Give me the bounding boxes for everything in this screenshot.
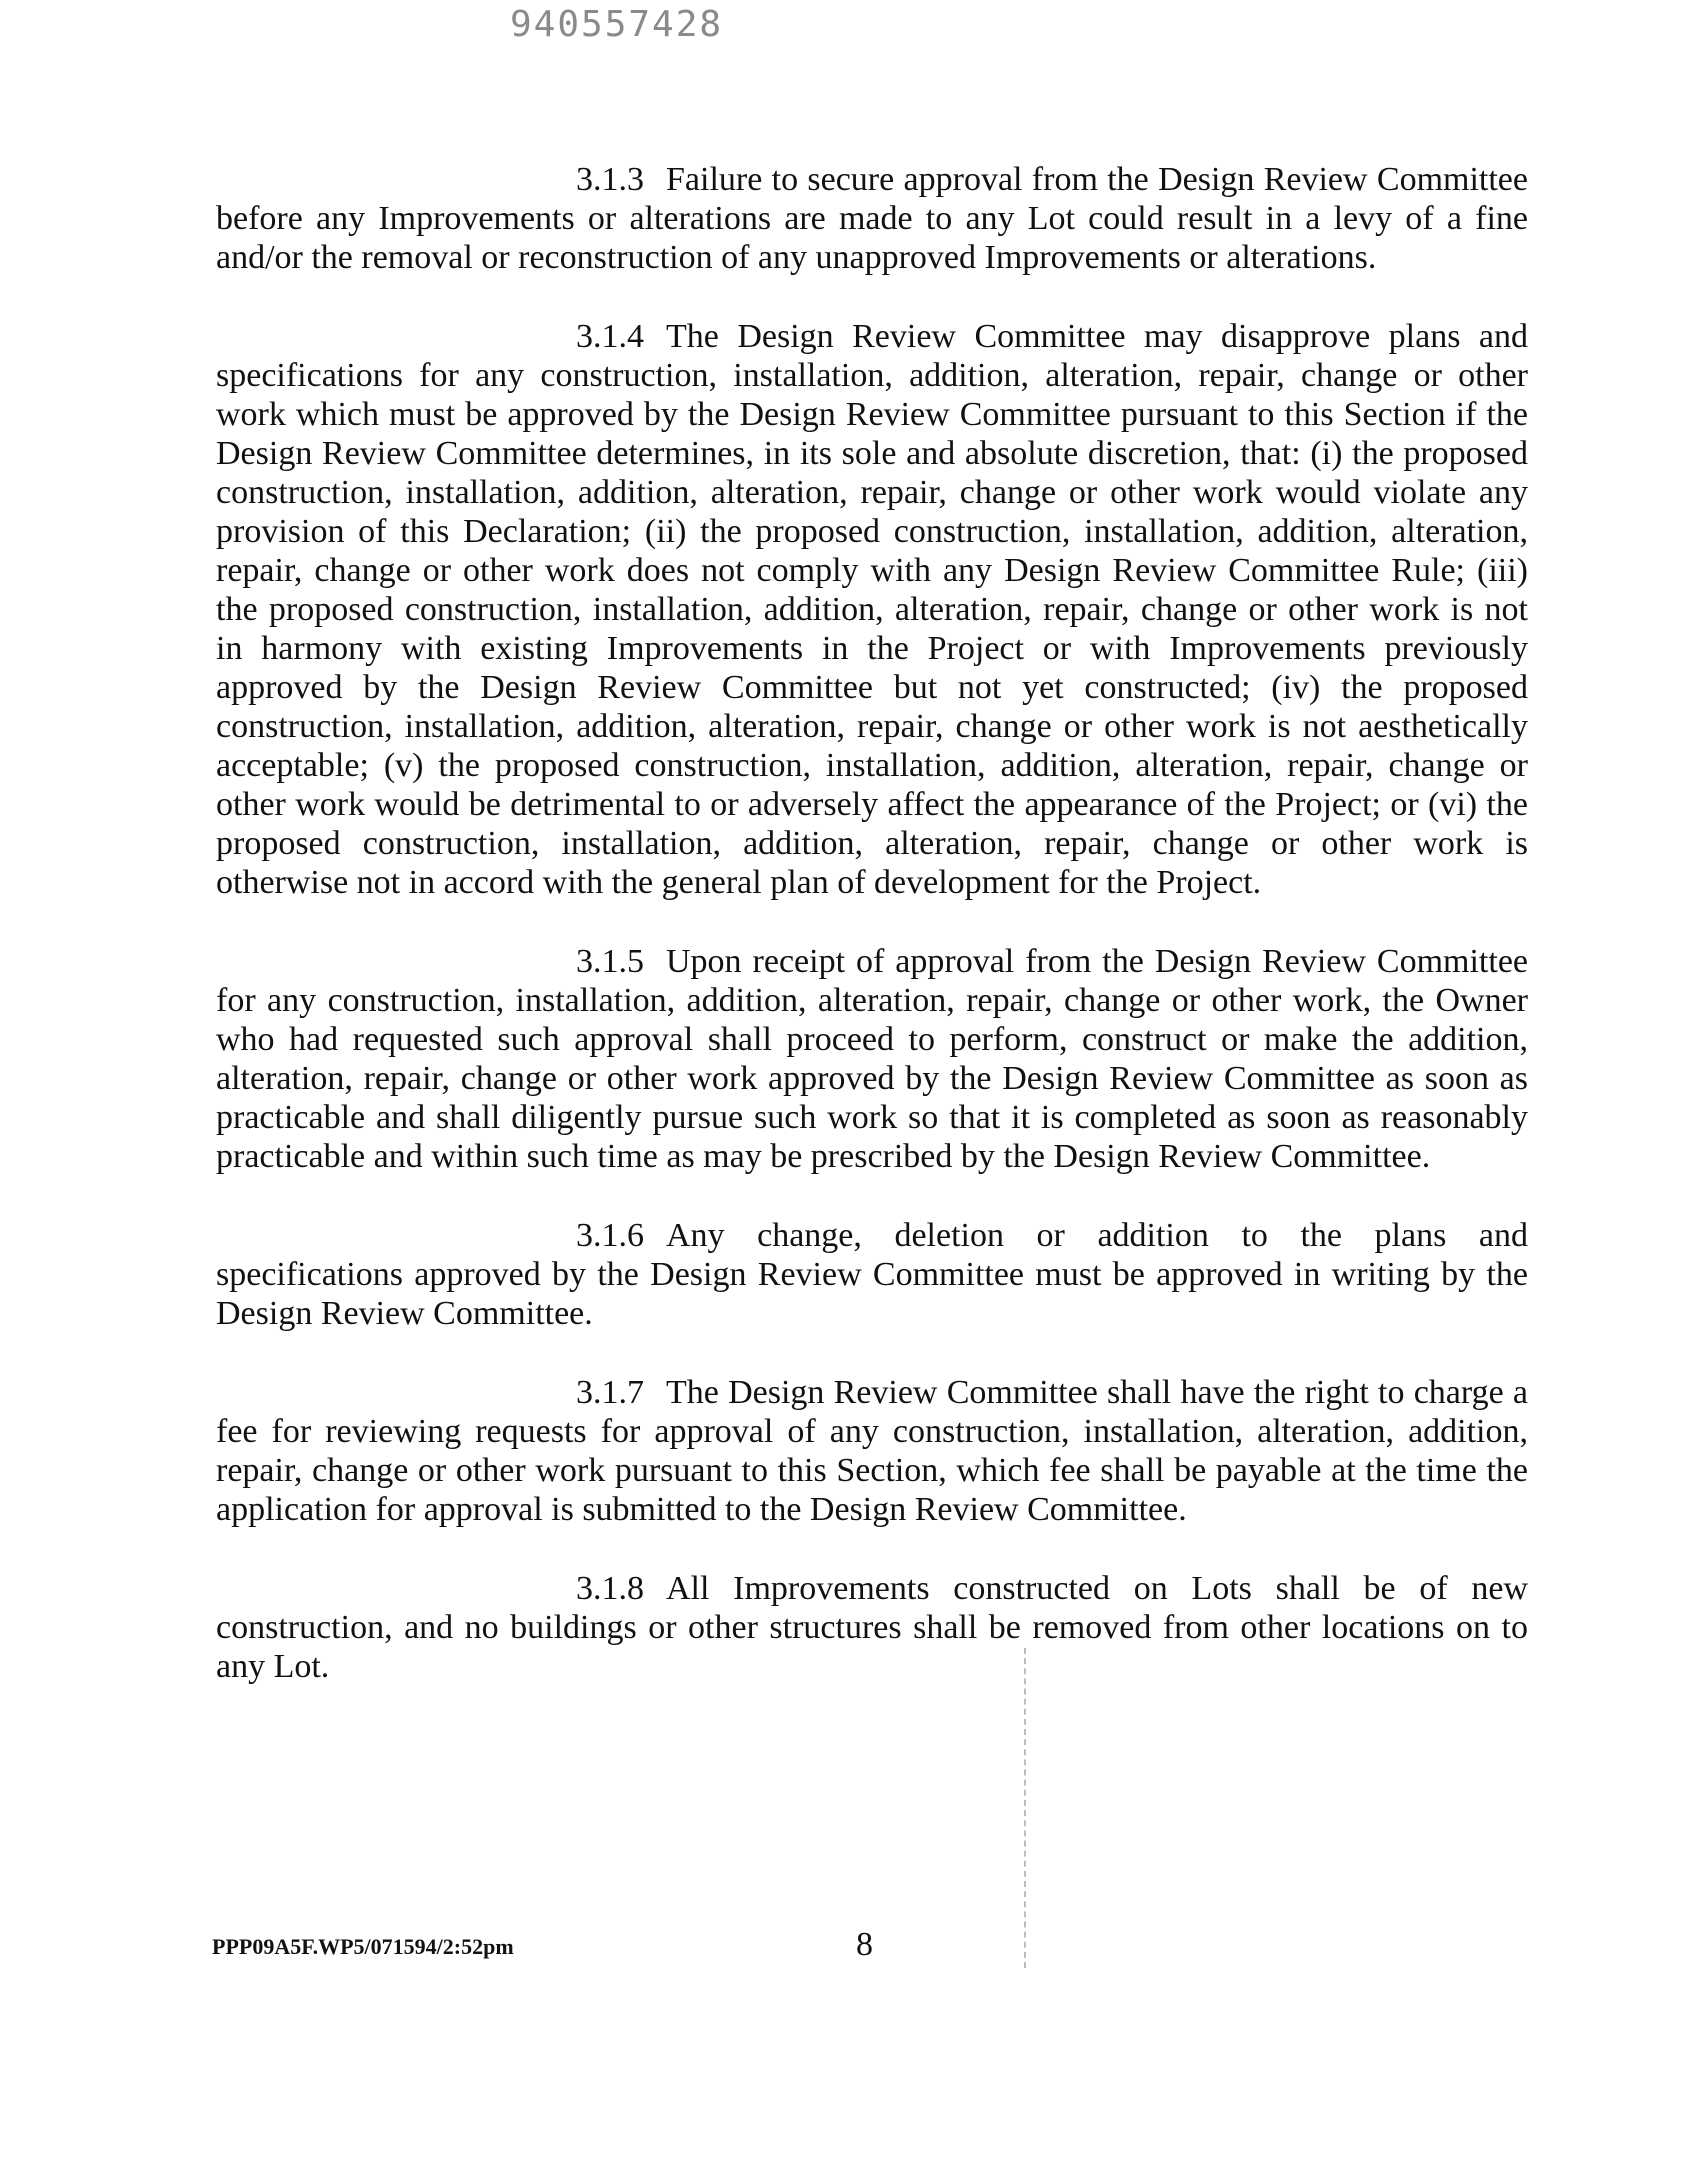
footer-file-id: PPP09A5F.WP5/071594/2:52pm xyxy=(212,1934,514,1959)
section-text: The Design Review Committee shall have the right to charge a fee for reviewing requests for approval of any construction, installation, alteration, addition, repair, change or other work pursuant to this Section, which fee shall be payable at the time the application for approval is submitted to the Design Review Committee. xyxy=(216,1374,1528,1528)
section-number: 3.1.8 xyxy=(576,1570,644,1607)
section-text: All Improvements constructed on Lots shall be of new construction, and no buildings or other structures shall be removed from other locations on to any Lot. xyxy=(216,1570,1528,1685)
section-number: 3.1.5 xyxy=(576,943,644,980)
section-3-1-5 xyxy=(216,942,1528,1176)
section-3-1-7 xyxy=(216,1373,1528,1529)
section-text: The Design Review Committee may disapprove plans and specifications for any construction, installation, addition, alteration, repair, change or other work which must be approved by the Design Review Committee pursuant to this Section if the Design Review Committee determines, in its sole and absolute discretion, that: (i) the proposed construction, installation, addition, alteration, repair, change or other work would violate any provision of this Declaration; (ii) the proposed construction, installation, addition, alteration, repair, change or other work does not comply with any Design Review Committee Rule; (iii) the proposed construction, installation, addition, alteration, repair, change or other work is not in harmony with existing Improvements in the Project or with Improvements previously approved by the Design Review Committee but not yet constructed; (iv) the proposed construction, installation, addition, alteration, repair, change or other work is not aesthetically acceptable; (v) the proposed construction, installation, addition, alteration, repair, change or other work would be detrimental to or adversely affect the appearance of the Project; or (vi) the proposed construction, installation, addition, alteration, repair, change or other work is otherwise not in accord with the general plan of development for the Project. xyxy=(216,318,1528,901)
section-3-1-6 xyxy=(216,1216,1528,1333)
section-text: Any change, deletion or addition to the plans and specifications approved by the Design Review Committee must be approved in writing by the Design Review Committee. xyxy=(216,1217,1528,1332)
section-number: 3.1.7 xyxy=(576,1374,644,1411)
section-3-1-4 xyxy=(216,317,1528,902)
document-id-stamp: 940557428 xyxy=(510,4,724,45)
section-text: Upon receipt of approval from the Design Review Committee for any construction, installation, addition, alteration, repair, change or other work, the Owner who had requested such approval shall proceed to perform, construct or make the addition, alteration, repair, change or other work approved by the Design Review Committee as soon as practicable and shall diligently pursue such work so that it is completed as soon as reasonably practicable and within such time as may be prescribed by the Design Review Committee. xyxy=(216,943,1528,1175)
section-3-1-3 xyxy=(216,160,1528,277)
section-3-1-8 xyxy=(216,1569,1528,1686)
scan-artifact-line xyxy=(1024,1648,1026,1968)
document-body xyxy=(216,160,1528,1726)
section-number: 3.1.6 xyxy=(576,1217,644,1254)
section-text: Failure to secure approval from the Design Review Committee before any Improvements or alterations are made to any Lot could result in a levy of a fine and/or the removal or reconstruction of any unapproved Improvements or alterations. xyxy=(216,161,1528,276)
section-number: 3.1.4 xyxy=(576,318,644,355)
page-number: 8 xyxy=(856,1926,873,1963)
section-number: 3.1.3 xyxy=(576,161,644,198)
